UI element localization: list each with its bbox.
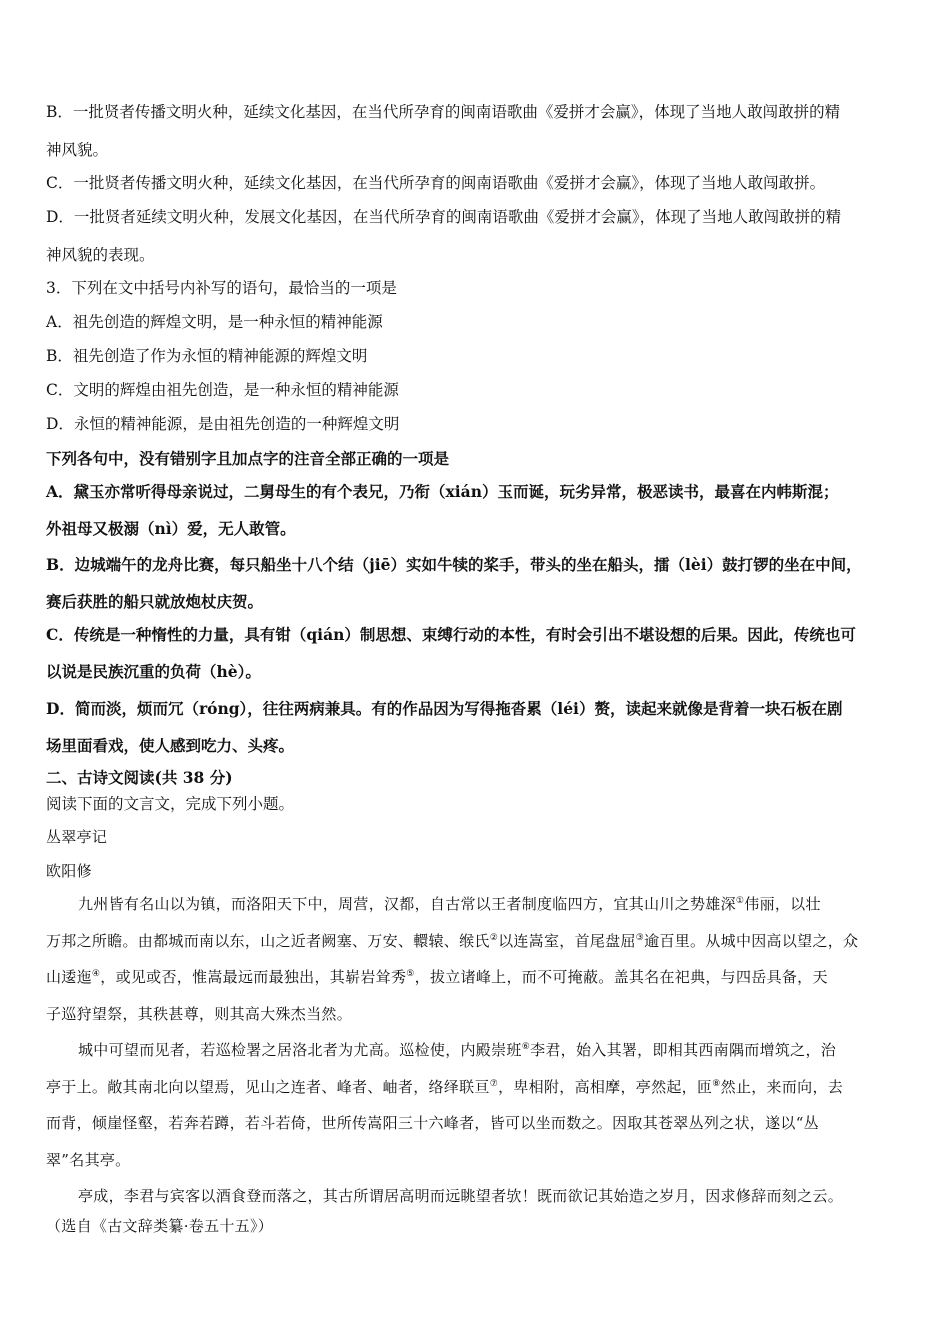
text: 山逶迤 <box>46 968 92 986</box>
p1-line1 <box>78 894 821 914</box>
q3-option-c: C．文明的辉煌由祖先创造，是一种永恒的精神能源 <box>46 381 399 399</box>
text: 然止，来而向，去 <box>720 1078 844 1096</box>
q3-option-d: D．永恒的精神能源，是由祖先创造的一种辉煌文明 <box>46 415 400 433</box>
q3-option-b: B．祖先创造了作为永恒的精神能源的辉煌文明 <box>46 347 368 365</box>
p1-line4: 子巡狩望祭，其秩甚尊，则其高大殊杰当然。 <box>46 1005 353 1023</box>
p2-line2 <box>46 1077 843 1097</box>
q4-option-a-line2: 外祖母又极溺（nì）爱，无人敢管。 <box>46 519 296 538</box>
p1-line2 <box>46 931 858 951</box>
essay-author: 欧阳修 <box>46 862 92 880</box>
q4-option-c-line2: 以说是民族沉重的负荷（hè）。 <box>46 662 261 681</box>
p3-line1: 亭成，李君与宾客以酒食登而落之，其古所谓居高明而远眺望者欤！既而欲记其始造之岁月，因求修辞而刻之云。 <box>78 1187 844 1205</box>
q4-option-a-line1: A．黛玉亦常听得母亲说过，二舅母生的有个表兄，乃衔（xián）玉而诞，玩劣异常，极恶读书，最喜在内帏斯混； <box>46 482 839 501</box>
footnote-mark: ⑤ <box>406 969 415 979</box>
q4-option-c-line1: C．传统是一种惰性的力量，具有钳（qián）制思想、束缚行动的本性，有时会引出不堪设想的后果。因此，传统也可 <box>46 625 856 644</box>
p2-line3: 而背，倾崖怪壑，若奔若蹲，若斗若倚，世所传嵩阳三十六峰者，皆可以坐而数之。因取其苍翠丛列之状，遂以“丛 <box>46 1114 819 1132</box>
text: ，或见或否，惟嵩最远而最独出，其崭岩耸秀 <box>100 968 407 986</box>
text: ，卑相附，高相摩，亭然起，匝 <box>498 1078 713 1096</box>
q4-option-d-line1: D．简而淡，烦而冗（róng），往往两病兼具。有的作品因为写得拖沓累（léi）赘，读起来就像是背着一块石板在剧 <box>46 699 843 718</box>
text: 伟丽，以壮 <box>744 895 821 913</box>
q4-option-b-line2: 赛后获胜的船只就放炮杖庆贺。 <box>46 592 264 611</box>
footnote-mark: ⑧ <box>712 1079 721 1089</box>
q4-stem: 下列各句中，没有错别字且加点字的注音全部正确的一项是 <box>46 449 450 468</box>
text: 亭于上。敞其南北向以望焉，见山之连者、峰者、岫者，络绎联亘 <box>46 1078 490 1096</box>
footnote-mark: ③ <box>635 933 645 943</box>
essay-source: （选自《古文辞类纂·卷五十五》） <box>46 1217 274 1235</box>
q3-stem: 3．下列在文中括号内补写的语句，最恰当的一项是 <box>46 279 397 297</box>
text: 九州皆有名山以为镇，而洛阳天下中，周营，汉都，自古常以王者制度临四方，宜其山川之势雄深 <box>78 895 736 913</box>
q2-option-c: C．一批贤者传播文明火种，延续文化基因，在当代所孕育的闽南语歌曲《爱拼才会赢》，体现了当地人敢闯敢拼。 <box>46 174 826 192</box>
p1-line3 <box>46 967 828 987</box>
text: 李君，始入其署，即相其西南隅而增筑之，治 <box>530 1041 837 1059</box>
q4-option-d-line2: 场里面看戏，使人感到吃力、头疼。 <box>46 736 295 755</box>
q4-option-b-line1: B．边城端午的龙舟比赛，每只船坐十八个结（jiē）实如牛犊的桨手，带头的坐在船头，擂（lèi）鼓打锣的坐在中间， <box>46 555 862 574</box>
p2-line1 <box>78 1040 836 1060</box>
text: 万邦之所瞻。由都城而南以东，山之近者阙塞、万安、轘辕、缑氏 <box>46 932 490 950</box>
footnote-mark: ⑦ <box>489 1079 499 1089</box>
q3-option-a: A．祖先创造的辉煌文明，是一种永恒的精神能源 <box>46 313 383 331</box>
text: 以连嵩室，首尾盘屈 <box>498 932 636 950</box>
q2-option-b-line1: B．一批贤者传播文明火种，延续文化基因，在当代所孕育的闽南语歌曲《爱拼才会赢》，体现了当地人敢闯敢拼的精 <box>46 103 841 121</box>
footnote-mark: ④ <box>91 969 101 979</box>
p2-line4: 翠”名其亭。 <box>46 1151 131 1169</box>
text: 逾百里。从城中因高以望之，众 <box>644 932 859 950</box>
footnote-mark: ⑥ <box>521 1042 531 1052</box>
section-heading: 二、古诗文阅读(共 38 分) <box>46 768 233 787</box>
essay-title: 丛翠亭记 <box>46 828 108 846</box>
footnote-mark: ① <box>735 896 745 906</box>
q2-option-b-line2: 神风貌。 <box>46 141 109 159</box>
q2-option-d-line2: 神风貌的表现。 <box>46 246 155 264</box>
text: 城中可望而见者，若巡检署之居洛北者为尤高。巡检使，内殿崇班 <box>78 1041 522 1059</box>
footnote-mark: ② <box>489 933 499 943</box>
section-instruction: 阅读下面的文言文，完成下列小题。 <box>46 795 295 813</box>
text: ，拔立诸峰上，而不可掩蔽。盖其名在祀典，与四岳具备，天 <box>414 968 828 986</box>
q2-option-d-line1: D．一批贤者延续文明火种，发展文化基因，在当代所孕育的闽南语歌曲《爱拼才会赢》，体现了当地人敢闯敢拼的精 <box>46 208 842 226</box>
